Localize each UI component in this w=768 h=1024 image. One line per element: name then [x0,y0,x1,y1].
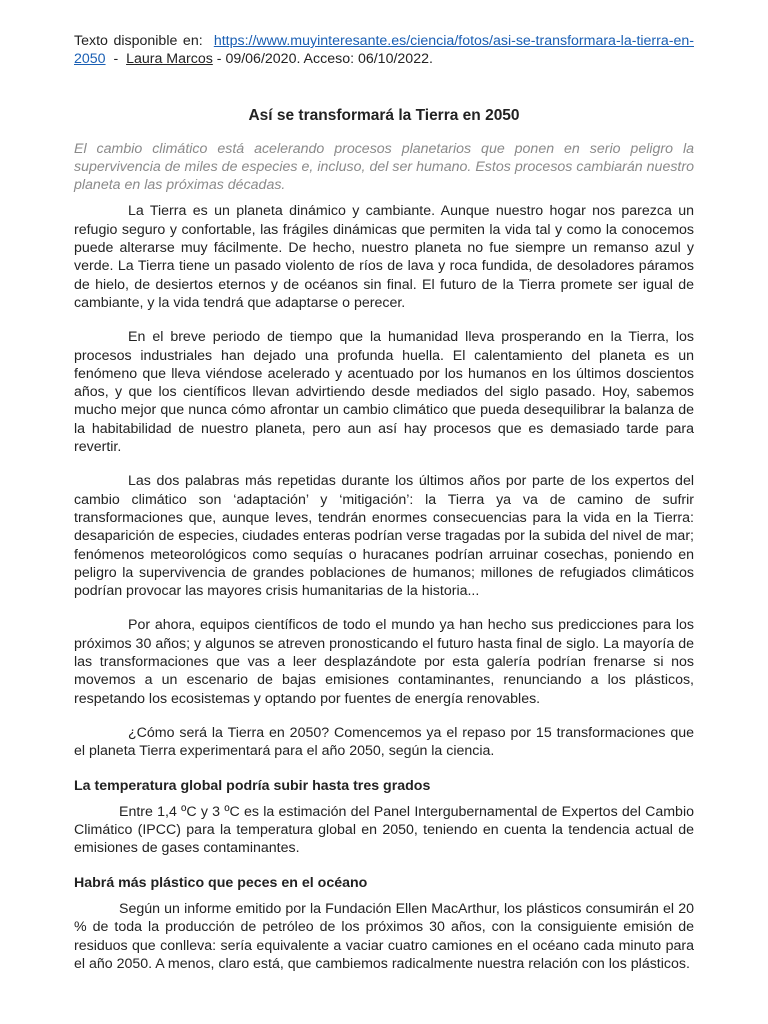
source-citation [74,32,694,69]
source-dates: - 09/06/2020. Acceso: 06/10/2022. [216,51,433,68]
paragraph-3: Las dos palabras más repetidas durante los últimos años por parte de los expertos del cambio climático son ‘adaptación’ y ‘mitigación’: la Tierra ya va de camino de sufrir transformaciones que, aunque leves, tendrán enormes consecuencias para la vida en la Tierra: desaparición de especies, ciudades enteras podrían verse tragadas por la subida del nivel de mar; fenómenos meteorológicos como sequías o huracanes podrían arruinar cosechas, poniendo en peligro la supervivencia de grandes poblaciones de humanos; millones de refugiados climáticos podrían provocar las mayores crisis humanitarias de la historia... [74,473,694,600]
paragraph-2: En el breve periodo de tiempo que la humanidad lleva prosperando en la Tierra, los procesos industriales han dejado una profunda huella. El calentamiento del planeta es un fenómeno que lleva viéndose acelerado y acentuado por los humanos en los últimos doscientos años, y que los científicos llevan advirtiendo desde mediados del siglo pasado. Hoy, sabemos mucho mejor que nunca cómo afrontar un cambio climático que pueda desequilibrar la balanza de la habitabilidad de nuestro planeta, pero aun así hay procesos que es demasiado tarde para revertir. [74,329,694,456]
paragraph-1: La Tierra es un planeta dinámico y cambiante. Aunque nuestro hogar nos parezca un refugio seguro y confortable, las frágiles dinámicas que permiten la vida tal y como la conocemos puede alterarse muy fácilmente. De hecho, nuestro planeta no fue siempre un remanso azul y verde. La Tierra tiene un pasado violento de ríos de lava y roca fundida, de desoladores páramos de hielo, de desiertos eternos y de océanos sin final. El futuro de la Tierra promete ser igual de cambiante, y la vida tendrá que adaptarse o perecer. [74,203,694,311]
paragraph-5: ¿Cómo será la Tierra en 2050? Comencemos ya el repaso por 15 transformaciones que el planeta Tierra experimentará para el año 2050, según la ciencia. [74,724,694,760]
article-title: Así se transformará la Tierra en 2050 [248,106,520,124]
source-prefix: Texto disponible en: [74,33,203,49]
document-page [74,32,694,981]
source-separator: - [113,51,119,68]
article-lead: El cambio climático está acelerando procesos planetarios que ponen en serio peligro la supervivencia de miles de especies e, incluso, del ser humano. Estos procesos cambiarán nuestro planeta en las próximas décadas. [74,140,694,194]
section-heading-plastic: Habrá más plástico que peces en el océano [74,874,368,891]
source-link[interactable]: https://www.muyinteresante.es/ciencia/fotos/asi-se-transformara-la-tierra-en-2050 [74,33,694,68]
source-author: Laura Marcos [126,51,213,68]
section-text-plastic: Según un informe emitido por la Fundación Ellen MacArthur, los plásticos consumirán el 20 % de toda la producción de petróleo de los próximos 30 años, con la consiguiente emisión de residuos que conlleva: sería equivalente a vaciar cuatro camiones en el océano cada minuto para el año 2050. A menos, claro está, que cambiemos radicalmente nuestra relación con los plásticos. [74,900,694,972]
paragraph-4: Por ahora, equipos científicos de todo el mundo ya han hecho sus predicciones para los próximos 30 años; y algunos se atreven pronosticando el futuro hasta final de siglo. La mayoría de las transformaciones que vas a leer desplazándote por esta galería podrían frenarse si nos movemos a un escenario de bajas emisiones contaminantes, renunciando a los plásticos, respetando los ecosistemas y optando por fuentes de energía renovables. [74,617,694,707]
section-text-temperature: Entre 1,4 ºC y 3 ºC es la estimación del Panel Intergubernamental de Expertos del Cambio Climático (IPCC) para la temperatura global en 2050, teniendo en cuenta la tendencia actual de emisiones de gases contaminantes. [74,803,694,857]
section-heading-temperature: La temperatura global podría subir hasta tres grados [74,777,431,794]
